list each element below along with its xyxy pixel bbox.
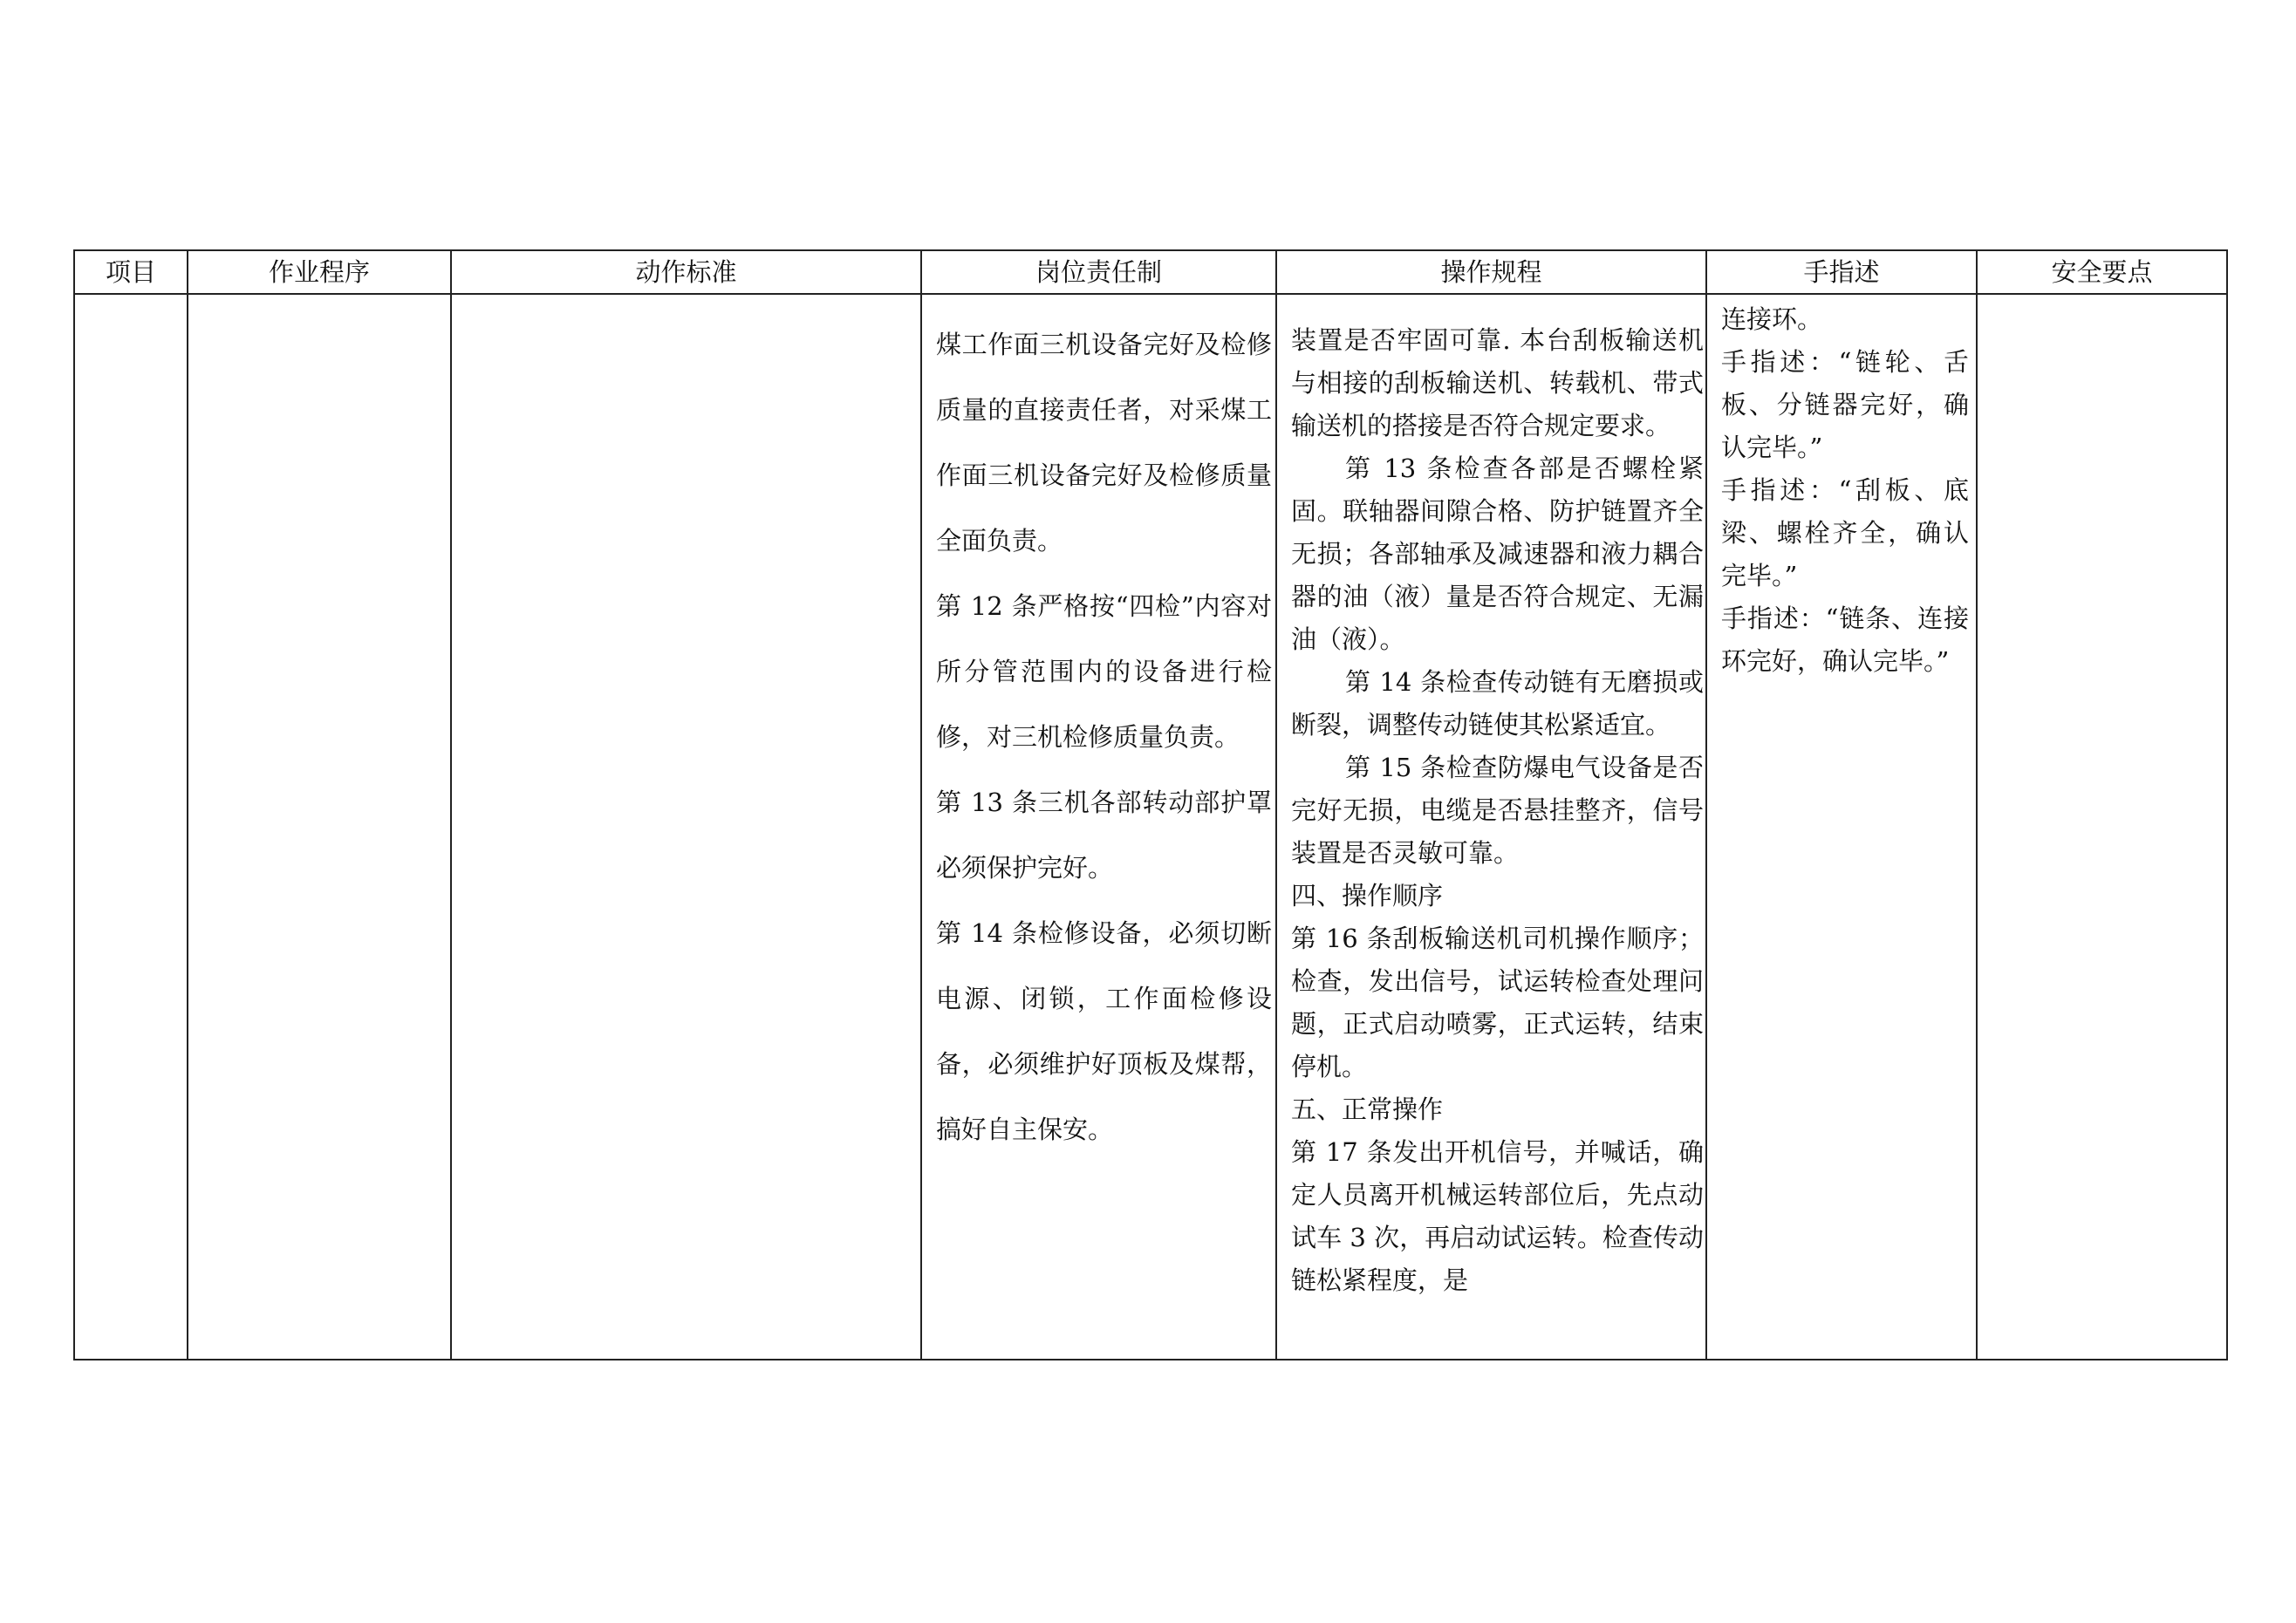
project-cell (74, 294, 188, 1360)
hand-finger-paragraph: 手指述：“链轮、舌板、分链器完好，确认完毕。” (1721, 347, 1969, 462)
header-row (74, 250, 2227, 294)
operating-rule-paragraph: 五、正常操作 (1291, 1095, 1444, 1124)
operating-rule-paragraph: 第 17 条发出开机信号，并喊话，确定人员离开机械运转部位后，先点动试车 3 次，再启动试运转。检查传动链松紧程度，是 (1291, 1137, 1704, 1295)
hand-finger-cell (1706, 294, 1977, 1360)
responsibility-paragraph: 第 14 条检修设备，必须切断电源、闭锁，工作面检修设备，必须维护好顶板及煤帮，搞好自主保安。 (936, 918, 1272, 1144)
table-row (74, 294, 2227, 1360)
responsibility-paragraph: 煤工作面三机设备完好及检修质量的直接责任者，对采煤工作面三机设备完好及检修质量全面负责。 (936, 330, 1272, 556)
responsibility-text (922, 295, 1275, 1163)
header-action-standard: 动作标准 (451, 250, 921, 294)
header-procedure: 作业程序 (188, 250, 451, 294)
operating-rule-paragraph: 第 16 条刮板输送机司机操作顺序；检查，发出信号，试运转检查处理问题，正式启动喷雾，正式运转，结束停机。 (1291, 924, 1704, 1081)
hand-finger-paragraph: 手指述：“链条、连接环完好，确认完毕。” (1721, 604, 1969, 676)
hand-finger-text (1707, 295, 1976, 683)
operating-rule-paragraph: 第 15 条检查防爆电气设备是否完好无损，电缆是否悬挂整齐，信号装置是否灵敏可靠。 (1291, 753, 1704, 868)
operating-rule-paragraph: 第 13 条检查各部是否螺栓紧固。联轴器间隙合格、防护链置齐全无损；各部轴承及减速器和液力耦合器的油（液）量是否符合规定、无漏油（液）。 (1291, 453, 1704, 654)
procedure-cell (188, 294, 451, 1360)
responsibility-paragraph: 第 13 条三机各部转动部护罩必须保护完好。 (936, 788, 1272, 883)
responsibility-paragraph: 第 12 条严格按“四检”内容对所分管范围内的设备进行检修，对三机检修质量负责。 (936, 591, 1272, 752)
header-operating-rules: 操作规程 (1276, 250, 1706, 294)
header-responsibility: 岗位责任制 (921, 250, 1276, 294)
responsibility-cell (921, 294, 1276, 1360)
operating-rule-paragraph: 第 14 条检查传动链有无磨损或断裂，调整传动链使其松紧适宜。 (1291, 667, 1704, 740)
operating-rule-paragraph: 装置是否牢固可靠. 本台刮板输送机与相接的刮板输送机、转载机、带式输送机的搭接是否符合规定要求。 (1291, 325, 1704, 440)
operating-rule-paragraph: 四、操作顺序 (1291, 881, 1444, 910)
hand-finger-paragraph: 手指述：“刮板、底梁、螺栓齐全，确认完毕。” (1721, 475, 1969, 590)
procedure-table (73, 249, 2228, 1360)
header-project: 项目 (74, 250, 188, 294)
operating-rules-text (1277, 295, 1705, 1302)
header-safety-points: 安全要点 (1977, 250, 2227, 294)
safety-points-cell (1977, 294, 2227, 1360)
header-hand-finger: 手指述 (1706, 250, 1977, 294)
hand-finger-paragraph: 连接环。 (1721, 304, 1823, 334)
action-standard-cell (451, 294, 921, 1360)
operating-rules-cell (1276, 294, 1706, 1360)
